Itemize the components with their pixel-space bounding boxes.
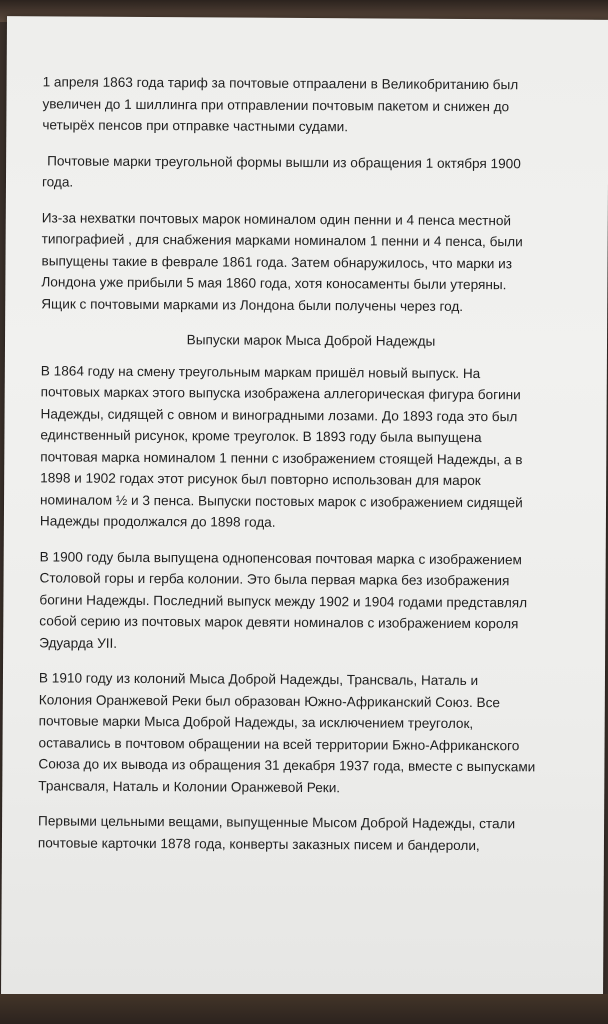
text-line: 1 апреля 1863 года тариф за почтовые отпраалени в Великобританию был — [42, 74, 519, 93]
text-line: Столовой горы и герба колонии. Это была первая марка без изображения — [39, 570, 510, 589]
text-line: оставались в почтовом обращении на всей территории Бжно-Африканского — [38, 734, 520, 753]
text-line: Лондона уже прибыли 5 мая 1860 года, хотя коносаменты были утеряны. — [41, 274, 507, 293]
text-line: почтовые карточки 1878 года, конверты заказных писем и бандероли, — [37, 834, 480, 853]
text-line: Из-за нехватки почтовых марок номиналом один пенни и 4 пенса местной — [41, 209, 512, 228]
text-line: Колония Оранжевой Реки был образован Южно-Африканский Союз. Все — [38, 691, 501, 710]
document-body — [38, 71, 583, 870]
text-line: Трансваля, Наталь и Колонии Оранжевой Реки. — [38, 777, 341, 795]
text-line: почтовые марки Мыса Доброй Надежды, за исключением треуголок, — [38, 713, 474, 732]
text-line: собой серию из почтовых марок девяти номиналов с изображением короля — [39, 613, 519, 632]
text-line: номиналом ½ и 3 пенса. Выпуски постовых марок с изображением сидящей — [40, 491, 523, 510]
text-line: единственный рисунок, кроме треуголок. В 1893 году была выпущена — [40, 427, 482, 446]
text-line: почтовая марка номиналом 1 пенни с изображением стоящей Надежды, а в — [40, 448, 523, 467]
paper-sheet — [1, 16, 608, 1002]
text-line: выпущены такие в феврале 1861 года. Затем обнаружилось, что марки из — [41, 252, 513, 271]
paragraph-shortage — [41, 207, 582, 318]
text-line: Ящик с почтовыми марками из Лондона были получены через год. — [41, 295, 464, 314]
text-line: Первыми цельными вещами, выпущенные Мысом Доброй Надежды, стали — [38, 813, 516, 832]
text-line: увеличен до 1 шиллинга при отправлении почтовым пакетом и снижен до — [42, 95, 510, 114]
text-line: В 1864 году на смену треугольным маркам пришёл новый выпуск. На — [40, 362, 481, 381]
text-line: В 1900 году была выпущена однопенсовая почтовая марка с изображением — [39, 548, 522, 567]
text-line: Надежды продолжался до 1898 года. — [39, 513, 276, 530]
paragraph-issue-1864 — [40, 360, 581, 535]
text-line: Надежды, сидящей с овном и виноградными лозами. До 1893 года это был — [40, 405, 518, 424]
paragraph-stationery — [38, 810, 578, 856]
text-line: года. — [41, 174, 74, 190]
paragraph-tariff — [42, 71, 582, 139]
paragraph-withdrawal — [42, 150, 582, 196]
paragraph-union-1910 — [38, 667, 579, 799]
section-heading: Выпуски марок Мыса Доброй Надежды — [186, 332, 436, 349]
text-line: четырёх пенсов при отправке частными судами. — [42, 117, 349, 135]
text-line: Союза до их вывода из обращения 31 декабря 1937 года, вместе с выпусками — [38, 756, 536, 775]
text-line: богини Надежды. Последний выпуск между 1902 и 1904 годами представлял — [39, 591, 528, 610]
table-surface-bottom — [0, 994, 608, 1024]
text-line: Почтовые марки треугольной формы вышли из обращения 1 октября 1900 — [47, 152, 521, 171]
text-line: 1898 и 1902 годах этот рисунок был повторно использован для марок — [40, 470, 481, 489]
text-line: почтовых марках этого выпуска изображена аллегорическая фигура богини — [40, 384, 521, 403]
paragraph-issue-1900 — [39, 546, 580, 657]
text-line: В 1910 году из колоний Мыса Доброй Надежды, Трансваль, Наталь и — [38, 670, 479, 689]
text-line: типографией , для снабжения марками номиналом 1 пенни и 4 пенса, были — [41, 231, 523, 250]
text-line: Эдуарда УII. — [39, 634, 118, 651]
